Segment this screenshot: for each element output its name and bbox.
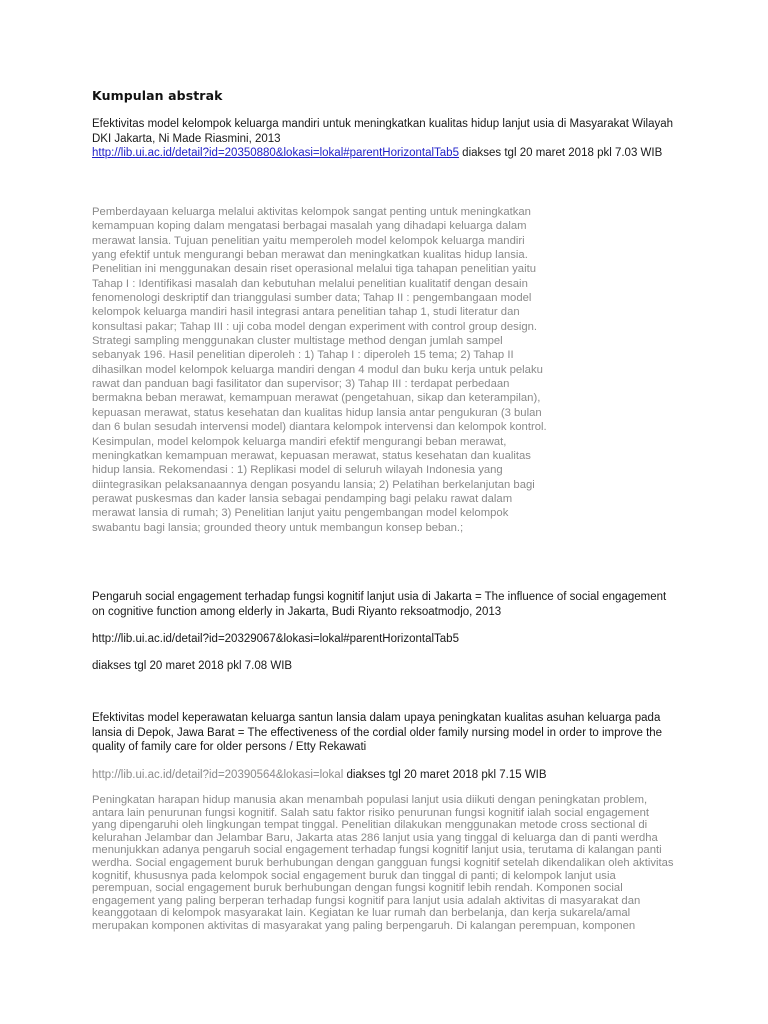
- entry-2-accessed: diakses tgl 20 maret 2018 pkl 7.08 WIB: [92, 660, 293, 672]
- entry-1: [92, 117, 682, 161]
- entry-1-heading: Efektivitas model kelompok keluarga mandiri untuk meningkatkan kualitas hidup lanjut usia di Masyarakat Wilayah DKI Jakarta, Ni Made Riasmini, 2013: [92, 118, 674, 145]
- entry-3-accessed: diakses tgl 20 maret 2018 pkl 7.15 WIB: [343, 769, 547, 781]
- entry-1-accessed: diakses tgl 20 maret 2018 pkl 7.03 WIB: [458, 147, 663, 160]
- entry-1-url-link[interactable]: http://lib.ui.ac.id/detail?id=20350880&lokasi=lokal#parentHorizontalTab5: [92, 147, 459, 160]
- entry-2: [92, 590, 682, 619]
- entry-3-source: [92, 768, 682, 783]
- entry-3-abstract: Peningkatan harapan hidup manusia akan menambah populasi lanjut usia diikuti dengan peningkatan problem, antara lain penurunan fungsi kognitif. Salah satu faktor risiko penurunan fungsi kognitif ialah social engagement yang dipengaruhi oleh lingkungan tempat tinggal. Penelitian dilakukan menggunakan metode cross sectional di kelurahan Jelambar dan Jelambar Baru, Jakarta atas 286 lanjut usia yang tinggal di keluarga dan di panti werdha menunjukkan adanya pengaruh social engagement terhadap fungsi kognitif lanjut usia, terutama di kalangan panti werdha. Social engagement buruk berhubungan dengan gangguan fungsi kognitif setelah dikendalikan oleh aktivitas kognitif, khususnya pada kelompok social engagement buruk dan tinggal di panti; di kelompok lanjut usia perempuan, social engagement buruk berhubungan dengan fungsi kognitif lebih rendah. Komponen social engagement yang paling berperan terhadap fungsi kognitif para lanjut usia adalah aktivitas di masyarakat dan keanggotaan di kelompok masyarakat lain. Kegiatan ke luar rumah dan berbelanja, dan kerja sukarela/amal merupakan komponen aktivitas di masyarakat yang paling berpengaruh. Di kalangan perempuan, komponen: [92, 794, 674, 932]
- document-title: Kumpulan abstrak: [92, 88, 223, 103]
- entry-1-source: [92, 146, 682, 161]
- entry-1-abstract: Pemberdayaan keluarga melalui aktivitas kelompok sangat penting untuk meningkatkan kemampuan koping dalam mengatasi berbagai masalah yang dihadapi keluarga dalam merawat lansia. Tujuan penelitian yaitu memperoleh model kelompok keluarga mandiri yang efektif untuk mengurangi beban merawat dan meningkatkan kualitas hidup lansia. Penelitian ini menggunakan desain riset operasional melalui tiga tahapan penelitian yaitu Tahap I : Identifikasi masalah dan kebutuhan melalui penelitian kualitatif dengan desain fenomenologi deskriptif dan trianggulasi sumber data; Tahap II : pengembangaan model kelompok keluarga mandiri hasil integrasi antara penelitian tahap 1, studi literatur dan konsultasi pakar; Tahap III : uji coba model dengan experiment with control group design. Strategi sampling menggunakan cluster multistage method dengan jumlah sampel sebanyak 196. Hasil penelitian diperoleh : 1) Tahap I : diperoleh 15 tema; 2) Tahap II dihasilkan model kelompok keluarga mandiri dengan 4 modul dan buku kerja untuk pelaku rawat dan panduan bagi fasilitator dan supervisor; 3) Tahap III : terdapat perbedaan bermakna beban merawat, kemampuan merawat (pengetahuan, sikap dan keterampilan), kepuasan merawat, status kesehatan dan kualitas hidup lansia antar pengukuran (3 bulan dan 6 bulan sesudah intervensi model) diantara kelompok intervensi dan kelompok kontrol. Kesimpulan, model kelompok keluarga mandiri efektif mengurangi beban merawat, meningkatkan kemampuan merawat, kepuasan merawat, status kesehatan dan kualitas hidup lansia. Rekomendasi : 1) Replikasi model di seluruh wilayah Indonesia yang diintegrasikan pelaksanaannya dengan posyandu lansia; 2) Pelatihan berkelanjutan bagi perawat puskesmas dan kader lansia sebagai pendamping bagi pelaku rawat dalam merawat lansia di rumah; 3) Penelitian lanjut yaitu pengembangan model kelompok swabantu bagi lansia; grounded theory untuk membangun konsep beban.;: [92, 206, 547, 534]
- entry-3-url-link[interactable]: http://lib.ui.ac.id/detail?id=20390564&lokasi=lokal: [92, 769, 344, 781]
- entry-2-url[interactable]: http://lib.ui.ac.id/detail?id=20329067&lokasi=lokal#parentHorizontalTab5: [92, 633, 459, 645]
- entry-3-heading: Efektivitas model keperawatan keluarga santun lansia dalam upaya peningkatan kualitas asuhan keluarga pada lansia di Depok, Jawa Barat = The effectiveness of the cordial older family nursing model in order to improve the quality of family care for older persons / Etty Rekawati: [92, 712, 663, 754]
- entry-3: [92, 711, 682, 755]
- entry-2-heading: Pengaruh social engagement terhadap fungsi kognitif lanjut usia di Jakarta = The influence of social engagement on cognitive function among elderly in Jakarta, Budi Riyanto reksoatmodjo, 2013: [92, 591, 667, 618]
